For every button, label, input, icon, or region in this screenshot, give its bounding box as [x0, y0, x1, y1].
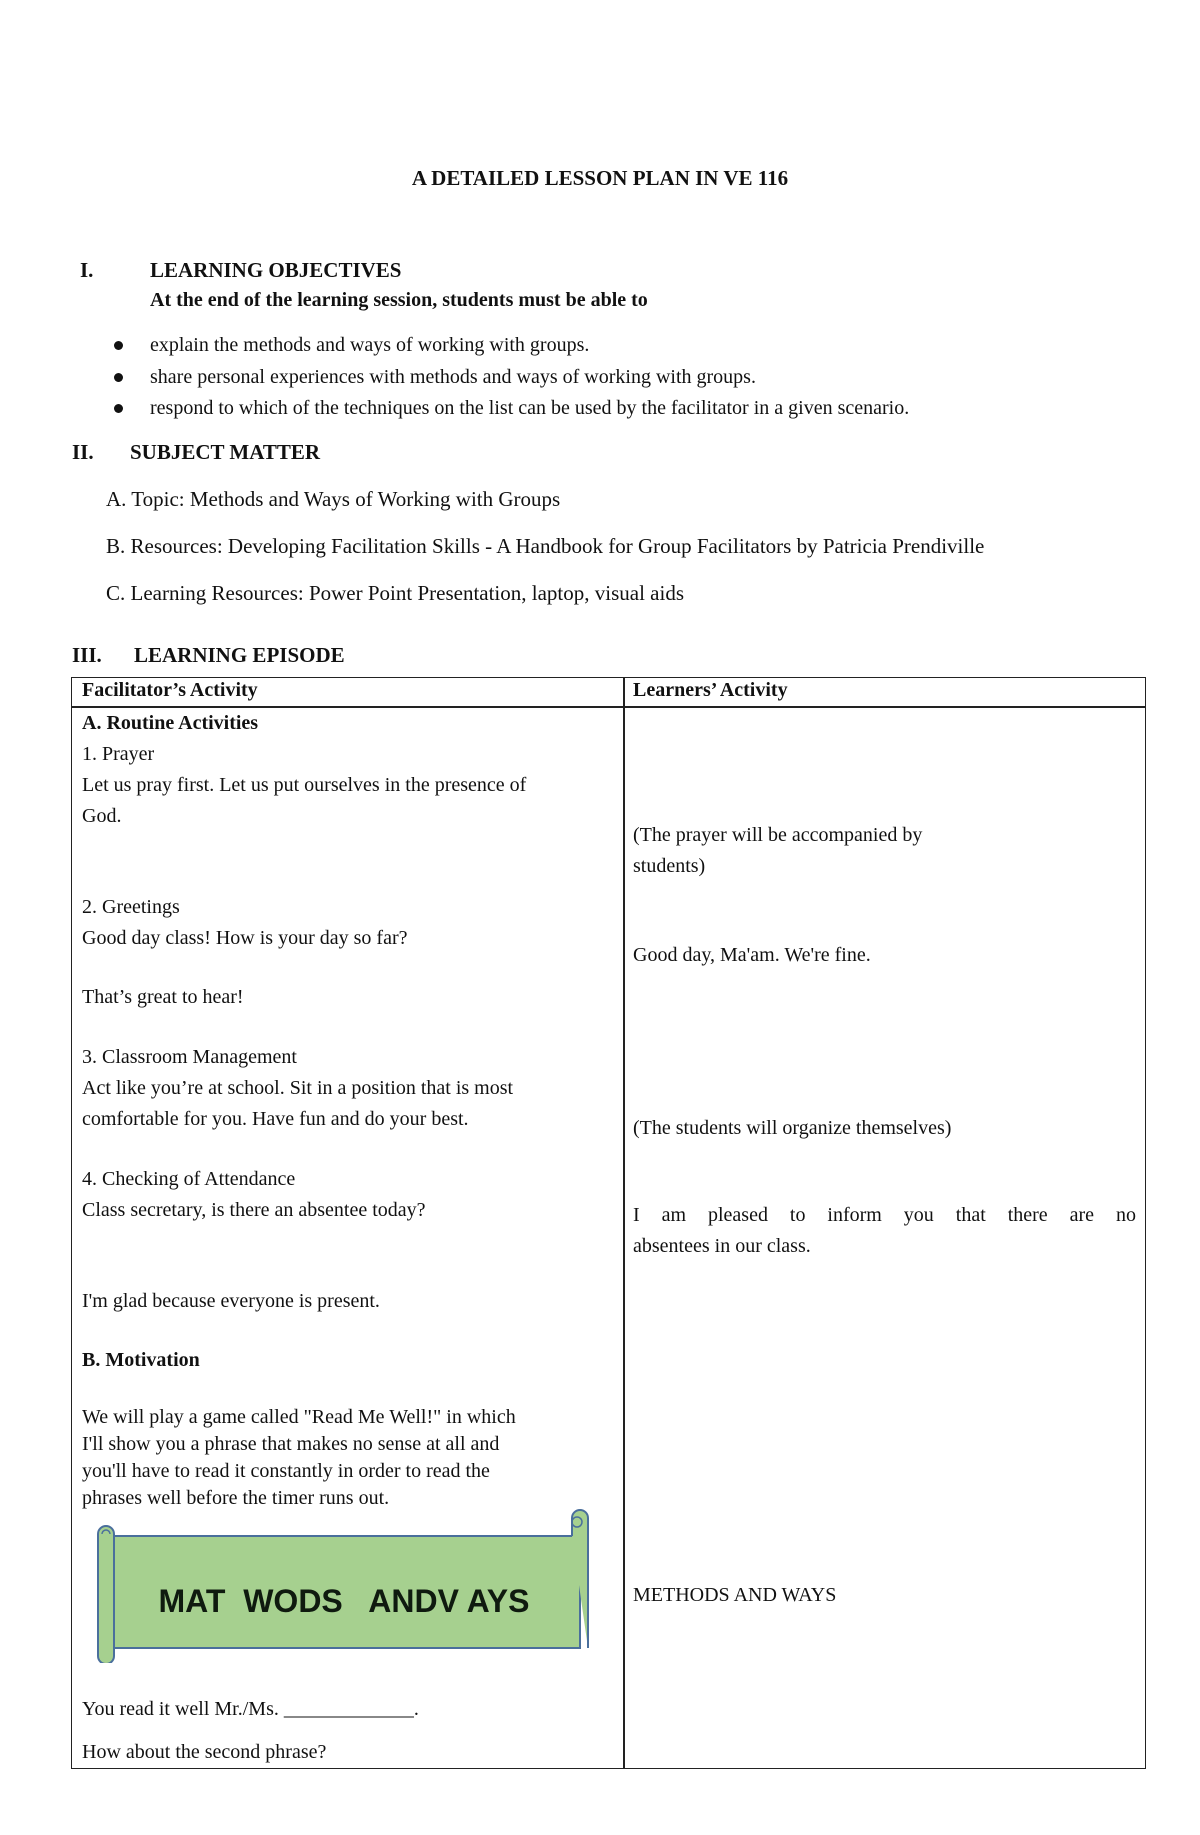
- attendance-line: Class secretary, is there an absentee today?: [82, 1199, 426, 1221]
- prayer-line: Let us pray first. Let us put ourselves in the presence of: [82, 774, 527, 796]
- scroll-banner: [94, 1508, 614, 1663]
- objectives-list: [110, 330, 909, 425]
- greetings-followup: That’s great to hear!: [82, 986, 244, 1008]
- routine-heading: A. Routine Activities: [82, 712, 259, 734]
- motivation-line: you'll have to read it constantly in order to read the: [82, 1460, 490, 1482]
- section-number-subject: II.: [72, 440, 94, 464]
- banner-left-roll: [98, 1526, 114, 1663]
- motivation-line: I'll show you a phrase that makes no sense at all and: [82, 1433, 500, 1455]
- header-learners: Learners’ Activity: [633, 679, 788, 701]
- section-heading-objectives: LEARNING OBJECTIVES: [150, 258, 402, 282]
- attendance-followup: I'm glad because everyone is present.: [82, 1290, 380, 1312]
- banner-text: MAT WODS ANDV AYS: [158, 1583, 530, 1619]
- objective-item: share personal experiences with methods and ways of working with groups.: [110, 362, 909, 394]
- second-phrase-line: How about the second phrase?: [82, 1741, 327, 1763]
- subject-topic: A. Topic: Methods and Ways of Working with Groups: [106, 487, 561, 511]
- attendance-response: absentees in our class.: [633, 1235, 811, 1257]
- section-number-episode: III.: [72, 643, 102, 667]
- learning-episode-table: [71, 677, 1146, 1769]
- management-response: (The students will organize themselves): [633, 1117, 952, 1139]
- objective-item: explain the methods and ways of working with groups.: [110, 330, 909, 362]
- section-number-objectives: I.: [80, 258, 94, 282]
- greetings-response: Good day, Ma'am. We're fine.: [633, 944, 871, 966]
- section-heading-subject: SUBJECT MATTER: [130, 440, 321, 464]
- subject-resources: B. Resources: Developing Facilitation Skills - A Handbook for Group Facilitators by Patricia Prendiville: [106, 534, 985, 558]
- attendance-heading: 4. Checking of Attendance: [82, 1168, 296, 1190]
- motivation-line: phrases well before the timer runs out.: [82, 1487, 390, 1509]
- motivation-line: We will play a game called "Read Me Well!" in which: [82, 1406, 516, 1428]
- document-title: A DETAILED LESSON PLAN IN VE 116: [411, 166, 789, 190]
- column-divider: [623, 678, 625, 1768]
- banner-response: METHODS AND WAYS: [633, 1584, 837, 1606]
- header-facilitator: Facilitator’s Activity: [82, 679, 258, 701]
- greetings-heading: 2. Greetings: [82, 896, 180, 918]
- management-heading: 3. Classroom Management: [82, 1046, 297, 1068]
- motivation-heading: B. Motivation: [82, 1349, 200, 1371]
- prayer-response: (The prayer will be accompanied by: [633, 824, 923, 846]
- objective-item: respond to which of the techniques on the list can be used by the facilitator in a given scenario.: [110, 393, 909, 425]
- subject-learning-resources: C. Learning Resources: Power Point Presentation, laptop, visual aids: [106, 581, 684, 605]
- greetings-line: Good day class! How is your day so far?: [82, 927, 408, 949]
- objectives-lead: At the end of the learning session, students must be able to: [150, 289, 648, 311]
- prayer-heading: 1. Prayer: [82, 743, 155, 765]
- attendance-response: I am pleased to inform you that there are no: [633, 1204, 1136, 1226]
- management-line: comfortable for you. Have fun and do your best.: [82, 1108, 469, 1130]
- management-line: Act like you’re at school. Sit in a position that is most: [82, 1077, 514, 1099]
- prayer-line: God.: [82, 805, 122, 827]
- read-well-line: You read it well Mr./Ms. _____________.: [82, 1698, 419, 1720]
- section-heading-episode: LEARNING EPISODE: [134, 643, 345, 667]
- prayer-response: students): [633, 855, 706, 877]
